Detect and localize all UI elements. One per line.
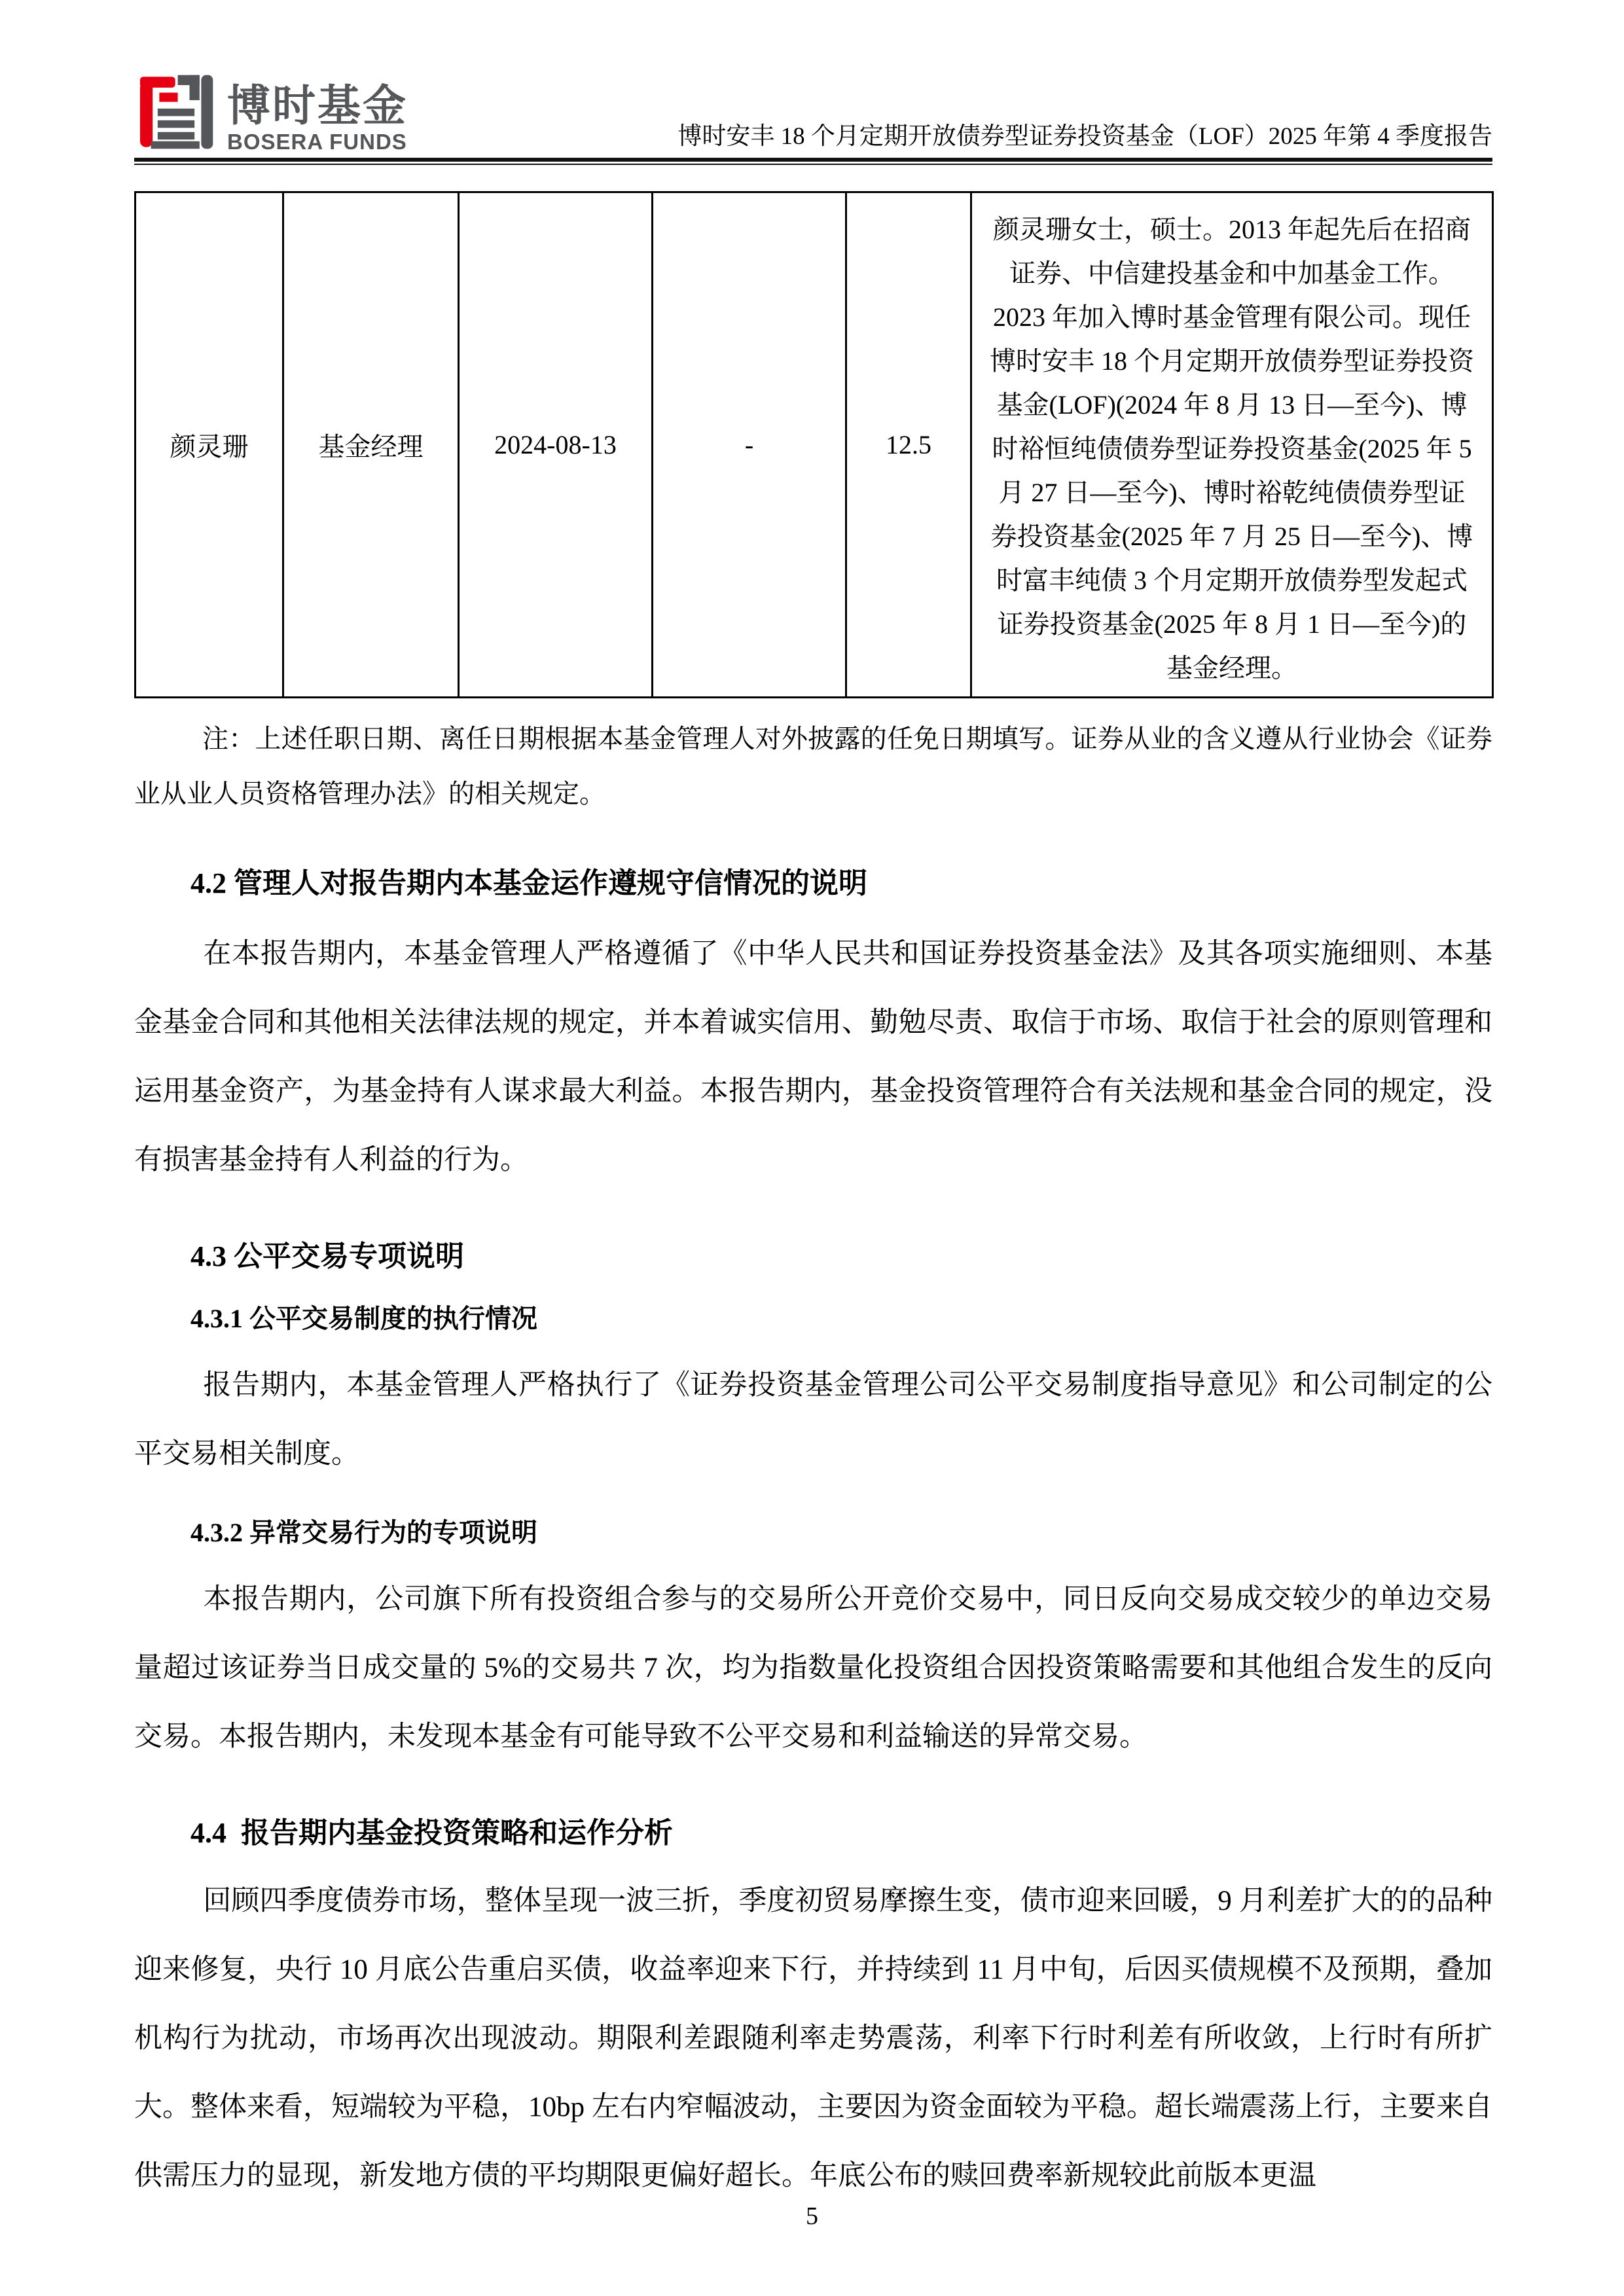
tenure-years-cell: 12.5 <box>846 192 971 698</box>
section-heading-4-3-1: 4.3.1 公平交易制度的执行情况 <box>190 1304 537 1333</box>
departure-date-cell: - <box>653 192 846 698</box>
bosera-logo <box>134 70 408 154</box>
table-note: 注：上述任职日期、离任日期根据本基金管理人对外披露的任免日期填写。证券从业的含义遵从行业协会《证券业从业人员资格管理办法》的相关规定。 <box>134 724 1492 808</box>
manager-name-cell: 颜灵珊 <box>135 192 283 698</box>
bosera-logo-icon <box>134 70 218 154</box>
logo-english-name: BOSERA FUNDS <box>227 130 407 154</box>
page-header <box>134 62 1492 165</box>
appointment-date-cell: 2024-08-13 <box>459 192 653 698</box>
logo-text <box>227 81 408 154</box>
table-row <box>135 192 1493 698</box>
manager-bio-cell: 颜灵珊女士，硕士。2013 年起先后在招商证券、中信建投基金和中加基金工作。2023 年加入博时基金管理有限公司。现任博时安丰 18 个月定期开放债券型证券投资基金(LOF)(2024 年 8 月 13 日—至今)、博时裕恒纯债债券型证券投资基金(2025 年 5 月 27 日—至今)、博时裕乾纯债债券型证券投资基金(2025 年 7 月 25 日—至今)、博时富丰纯债 3 个月定期开放债券型发起式证券投资基金(2025 年 8 月 1 日—至今)的基金经理。 <box>971 192 1493 698</box>
section-body-4-3-2: 本报告期内，公司旗下所有投资组合参与的交易所公开竞价交易中，同日反向交易成交较少的单边交易量超过该证券当日成交量的 5%的交易共 7 次，均为指数量化投资组合因投资策略需要和其他组合发生的反向交易。本报告期内，未发现本基金有可能导致不公平交易和利益输送的异常交易。 <box>134 1584 1492 1752</box>
section-body-4-4: 回顾四季度债券市场，整体呈现一波三折，季度初贸易摩擦生变，债市迎来回暖，9 月利差扩大的的品种迎来修复，央行 10 月底公告重启买债，收益率迎来下行，并持续到 11 月中旬，后因买债规模不及预期，叠加机构行为扰动，市场再次出现波动。期限利差跟随利率走势震荡，利率下行时利差有所收敛，上行时有所扩大。整体来看，短端较为平稳，10bp 左右内窄幅波动，主要因为资金面较为平稳。超长端震荡上行，主要来自供需压力的显现，新发地方债的平均期限更偏好超长。年底公布的赎回费率新规较此前版本更温 <box>134 1886 1492 2191</box>
section-heading-4-2: 4.2 管理人对报告期内本基金运作遵规守信情况的说明 <box>190 867 867 899</box>
logo-chinese-name: 博时基金 <box>227 81 408 130</box>
page-number: 5 <box>806 2202 818 2230</box>
manager-position-cell: 基金经理 <box>283 192 459 698</box>
section-body-4-3-1: 报告期内，本基金管理人严格执行了《证券投资基金管理公司公平交易制度指导意见》和公司制定的公平交易相关制度。 <box>134 1370 1492 1469</box>
header-rule-thin <box>134 164 1492 165</box>
section-heading-4-3: 4.3 公平交易专项说明 <box>190 1240 464 1272</box>
section-heading-4-3-2: 4.3.2 异常交易行为的专项说明 <box>190 1518 537 1547</box>
header-rule-thick <box>134 158 1492 162</box>
document-title: 博时安丰 18 个月定期开放债券型证券投资基金（LOF）2025 年第 4 季度报告 <box>677 123 1492 150</box>
fund-manager-table <box>134 191 1494 698</box>
section-heading-4-4: 4.4 报告期内基金投资策略和运作分析 <box>190 1817 673 1849</box>
section-body-4-2: 在本报告期内，本基金管理人严格遵循了《中华人民共和国证券投资基金法》及其各项实施细则、本基金基金合同和其他相关法律法规的规定，并本着诚实信用、勤勉尽责、取信于市场、取信于社会的原则管理和运用基金资产，为基金持有人谋求最大利益。本报告期内，基金投资管理符合有关法规和基金合同的规定，没有损害基金持有人利益的行为。 <box>134 939 1492 1175</box>
header-row <box>134 62 1492 154</box>
